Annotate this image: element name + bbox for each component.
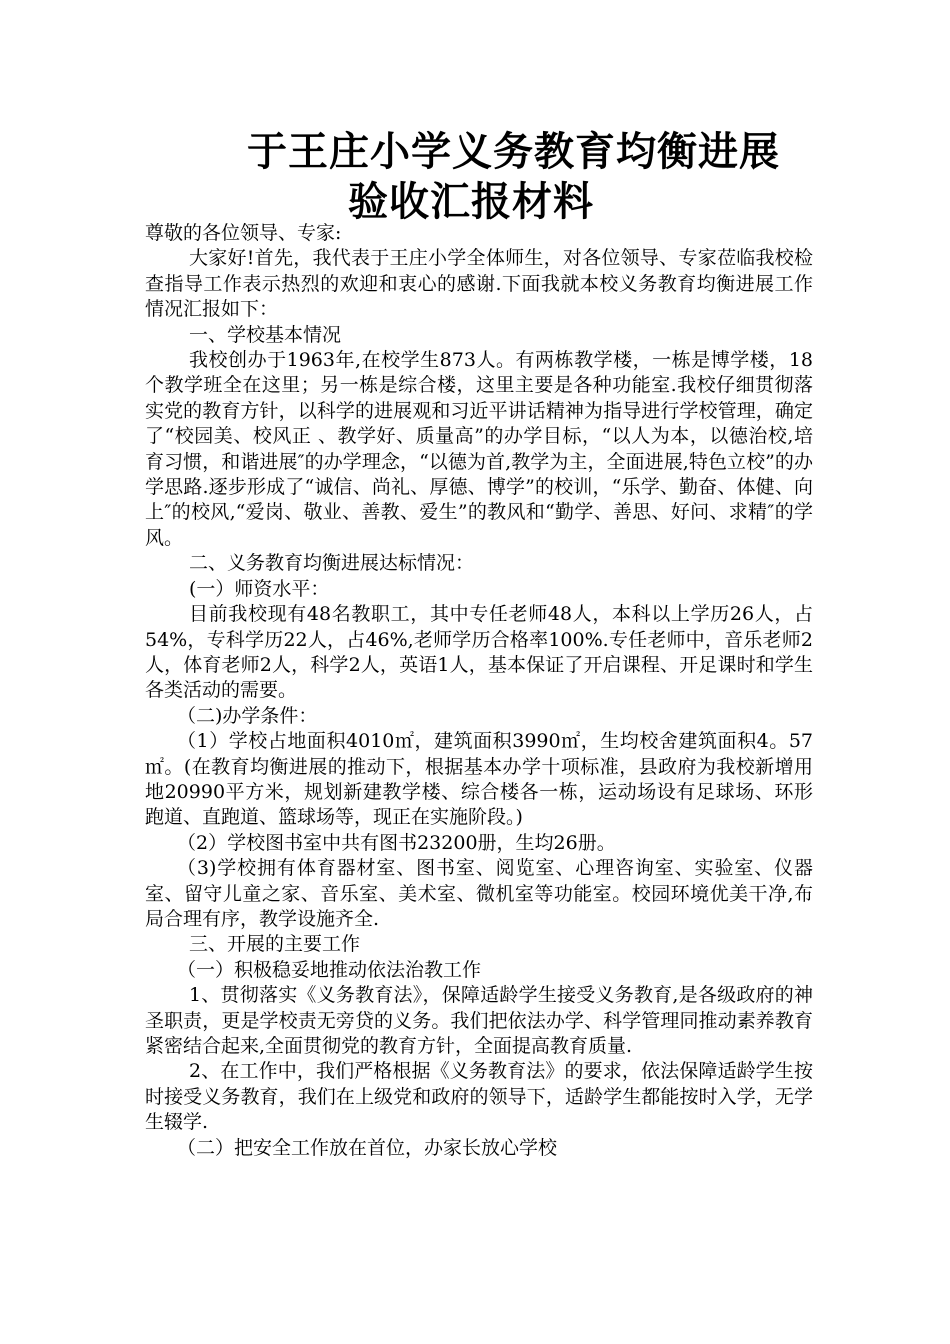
conditions-item-2: （2）学校图书室中共有图书23200册，生均26册。 [177, 831, 616, 854]
subheading-law: （一）积极稳妥地推动依法治教工作 [177, 958, 482, 981]
opening-paragraph: 大家好!首先，我代表于王庄小学全体师生，对各位领导、专家莅临我校检查指导工作表示热烈的欢迎和衷心的感谢.下面我就本校义务教育均衡进展工作情况汇报如下： [145, 247, 813, 321]
school-overview-paragraph: 我校创办于1963年,在校学生873人。有两栋教学楼，一栋是博学楼，18个教学班全在这里；另一栋是综合楼，这里主要是各种功能室.我校仔细贯彻落实党的教育方针，以科学的进展观和习近平讲话精神为指导进行学校管理，确定了“校园美、校风正 、教学好、质量高”的办学目标，“以人为本，以德治校,培育习惯，和谐进展″的办学理念，“以德为首,教学为主，全面进展,特色立校”的办学思路.逐步形成了“诚信、尚礼、厚德、博学”的校训，“乐学、勤奋、体健、向上″的校风,“爱岗、敬业、善教、爱生”的教风和“勤学、善思、好问、求精″的学风。 [145, 349, 813, 549]
conditions-item-3: （3)学校拥有体育器材室、图书室、阅览室、心理咨询室、实验室、仪器室、留守儿童之家、音乐室、美术室、微机室等功能室。校园环境优美干净,布局合理有序，教学设施齐全. [145, 857, 813, 930]
document-title-line-2: 验收汇报材料 [348, 179, 594, 225]
law-item-1: 1、贯彻落实《义务教育法》，保障适龄学生接受义务教育,是各级政府的神圣职责，更是学校责无旁贷的义务。我们把依法办学、科学管理同推动素养教育紧密结合起来,全面贯彻党的教育方针，全面提高教育质量. [145, 984, 813, 1057]
subheading-teachers: (一）师资水平： [189, 577, 330, 600]
law-item-2: 2、在工作中，我们严格根据《义务教育法》的要求，依法保障适龄学生按时接受义务教育，我们在上级党和政府的领导下，适龄学生都能按时入学，无学生辍学. [145, 1060, 813, 1134]
section-heading-2: 二、义务教育均衡进展达标情况： [189, 552, 475, 575]
document-title-line-1: 于王庄小学义务教育均衡进展 [247, 129, 780, 175]
document-body [145, 221, 813, 1161]
teachers-paragraph: 目前我校现有48名教职工，其中专任老师48人，本科以上学历26人，占54%，专科学历22人，占46%,老师学历合格率100%.专任老师中，音乐老师2人，体育老师2人，科学2人，英语1人，基本保证了开启课程、开足课时和学生各类活动的需要。 [145, 603, 813, 702]
conditions-item-1: （1）学校占地面积4010㎡，建筑面积3990㎡，生均校舍建筑面积4。57㎡。(在教育均衡进展的推动下，根据基本办学十项标准，县政府为我校新增用地20990平方米，规划新建教学楼、综合楼各一栋，运动场设有足球场、环形跑道、直跑道、篮球场等，现正在实施阶段。) [145, 730, 813, 829]
salutation: 尊敬的各位领导、专家: [145, 222, 342, 244]
subheading-safety: （二）把安全工作放在首位，办家长放心学校 [177, 1136, 558, 1159]
section-heading-3: 三、开展的主要工作 [189, 933, 361, 956]
subheading-conditions: （二)办学条件： [177, 704, 318, 727]
section-heading-1: 一、学校基本情况 [189, 323, 342, 346]
